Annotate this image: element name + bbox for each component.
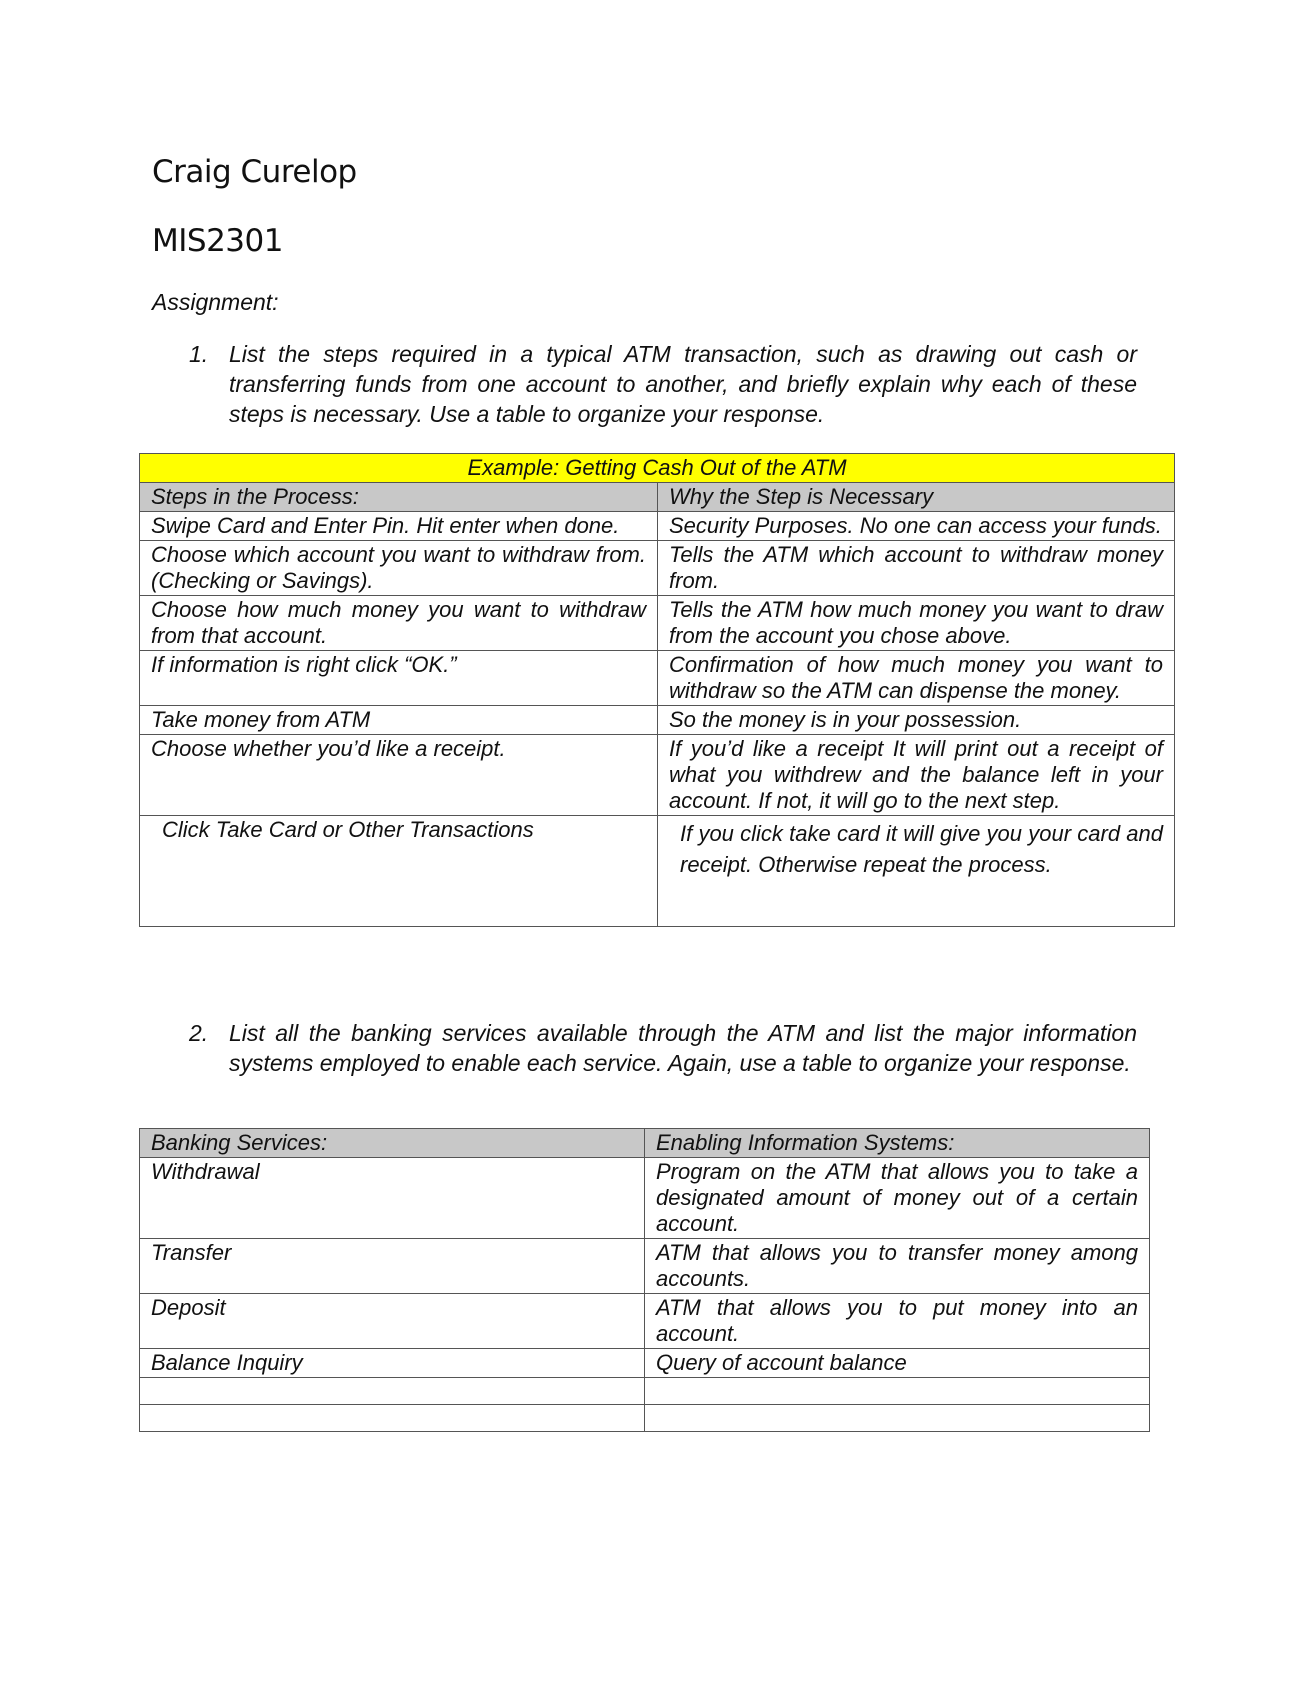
table-row — [140, 735, 1175, 816]
step-cell: Choose how much money you want to withdraw from that account. — [140, 596, 658, 651]
table-row — [140, 1349, 1150, 1378]
banking-services-table — [139, 1128, 1150, 1432]
reason-cell: Tells the ATM how much money you want to draw from the account you chose above. — [658, 596, 1175, 651]
table-row — [140, 816, 1175, 927]
column-header-systems: Enabling Information Systems: — [645, 1129, 1150, 1158]
system-cell — [645, 1378, 1150, 1405]
reason-cell: If you click take card it will give you your card and receipt. Otherwise repeat the process. — [658, 816, 1175, 927]
reason-cell: So the money is in your possession. — [658, 706, 1175, 735]
service-cell — [140, 1378, 645, 1405]
table-row — [140, 1294, 1150, 1349]
table-title-row — [140, 454, 1175, 483]
question-text: List all the banking services available through the ATM and list the major information systems employed to enable each service. Again, use a table to organize your response. — [229, 1020, 1137, 1076]
step-cell: Click Take Card or Other Transactions — [140, 816, 658, 927]
reason-cell: Confirmation of how much money you want to withdraw so the ATM can dispense the money. — [658, 651, 1175, 706]
author-name: Craig Curelop — [152, 154, 357, 190]
table-row — [140, 1405, 1150, 1432]
service-cell: Deposit — [140, 1294, 645, 1349]
system-cell: ATM that allows you to put money into an account. — [645, 1294, 1150, 1349]
question-2 — [189, 1018, 1137, 1078]
reason-cell: Tells the ATM which account to withdraw money from. — [658, 541, 1175, 596]
step-cell: Choose which account you want to withdraw from. (Checking or Savings). — [140, 541, 658, 596]
table-row — [140, 651, 1175, 706]
system-cell: ATM that allows you to transfer money among accounts. — [645, 1239, 1150, 1294]
system-cell: Query of account balance — [645, 1349, 1150, 1378]
service-cell: Withdrawal — [140, 1158, 645, 1239]
question-text: List the steps required in a typical ATM transaction, such as drawing out cash or transferring funds from one account to another, and briefly explain why each of these steps is necessary. Use a table to organize your response. — [229, 341, 1137, 427]
question-1 — [189, 339, 1137, 429]
step-cell: Swipe Card and Enter Pin. Hit enter when done. — [140, 512, 658, 541]
service-cell: Transfer — [140, 1239, 645, 1294]
table-header-row — [140, 1129, 1150, 1158]
table-row — [140, 512, 1175, 541]
table-header-row — [140, 483, 1175, 512]
course-code: MIS2301 — [152, 223, 283, 259]
table-row — [140, 541, 1175, 596]
step-cell: Choose whether you’d like a receipt. — [140, 735, 658, 816]
table-row — [140, 1158, 1150, 1239]
question-number: 2. — [189, 1020, 209, 1046]
column-header-services: Banking Services: — [140, 1129, 645, 1158]
column-header-steps: Steps in the Process: — [140, 483, 658, 512]
reason-cell: Security Purposes. No one can access your funds. — [658, 512, 1175, 541]
step-cell: Take money from ATM — [140, 706, 658, 735]
table-row — [140, 1239, 1150, 1294]
table-row — [140, 596, 1175, 651]
table-row — [140, 1378, 1150, 1405]
service-cell: Balance Inquiry — [140, 1349, 645, 1378]
reason-cell: If you’d like a receipt It will print out a receipt of what you withdrew and the balance left in your account. If not, it will go to the next step. — [658, 735, 1175, 816]
question-number: 1. — [189, 341, 209, 367]
step-cell: If information is right click “OK.” — [140, 651, 658, 706]
assignment-label: Assignment: — [152, 289, 279, 315]
atm-steps-table — [139, 453, 1175, 927]
system-cell: Program on the ATM that allows you to take a designated amount of money out of a certain account. — [645, 1158, 1150, 1239]
system-cell — [645, 1405, 1150, 1432]
table-title: Example: Getting Cash Out of the ATM — [140, 454, 1175, 483]
column-header-why: Why the Step is Necessary — [658, 483, 1175, 512]
table-row — [140, 706, 1175, 735]
service-cell — [140, 1405, 645, 1432]
